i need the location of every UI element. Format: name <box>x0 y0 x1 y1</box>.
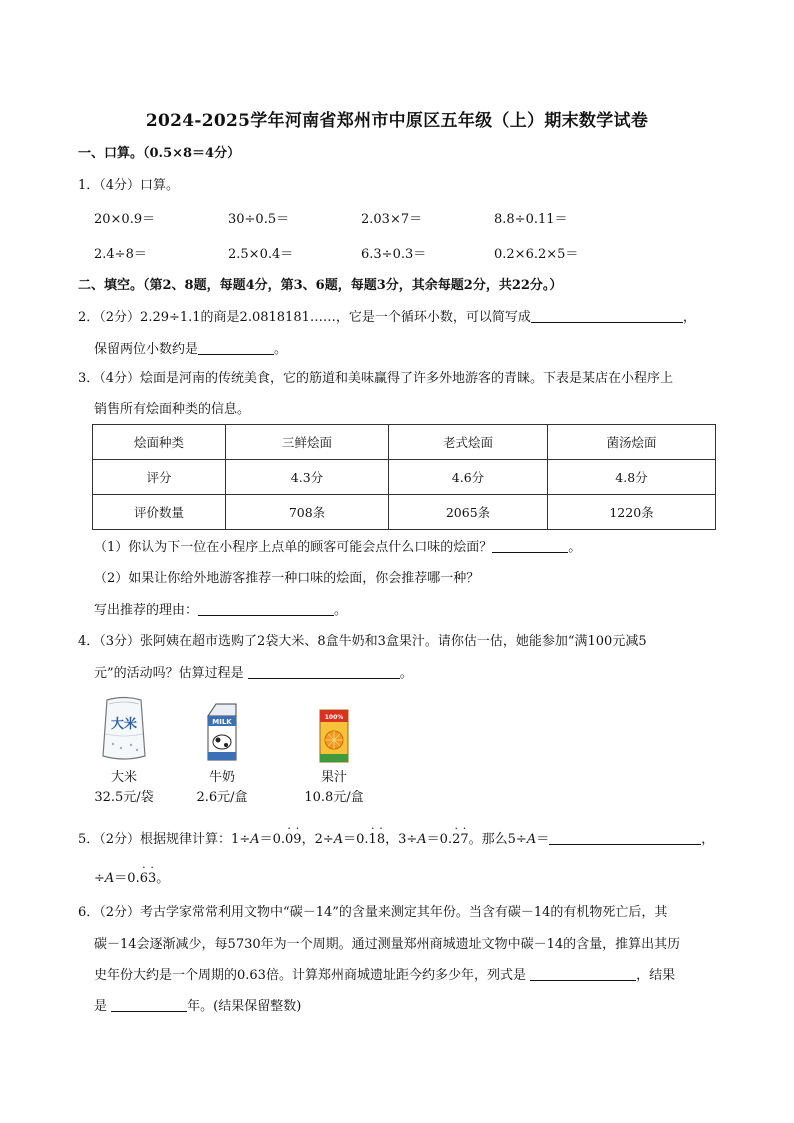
juice-box-icon <box>317 706 351 764</box>
answer-blank[interactable] <box>111 997 187 1012</box>
question-6-text: ，结果 <box>636 968 676 983</box>
variable-a: A <box>526 832 537 847</box>
question-1-label: 1．（4分）口算。 <box>78 178 180 193</box>
question-3-line-2: 销售所有烩面种类的信息。 <box>94 402 251 417</box>
repeating-digit: · 3 <box>148 869 156 889</box>
question-2-text: 保留两位小数约是 <box>94 342 199 357</box>
question-6-text: 年。(结果保留整数) <box>187 999 302 1014</box>
product-name: 牛奶 <box>208 770 235 785</box>
table-cell: 菌汤烩面 <box>548 425 716 460</box>
question-5-line-2 <box>94 869 169 889</box>
repeating-digit: · 1 <box>369 830 377 850</box>
punctuation: 。 <box>156 871 170 886</box>
question-5-text: ＝0. <box>426 832 453 847</box>
table-cell: 708条 <box>226 495 389 530</box>
question-6-text: 史年份大约是一个周期的0.63倍。计算郑州商城遗址距今约多少年，列式是 <box>94 968 526 983</box>
repeating-digit: · 7 <box>460 830 468 850</box>
question-6-line-2: 碳－14会逐渐减少，每5730年为一个周期。通过测量郑州商城遗址文物中碳－14的含量，推算出其历 <box>94 937 681 952</box>
question-4-line-1: 4．（3分）张阿姨在超市选购了2袋大米、8盒牛奶和3盒果汁。请你估一估，她能参加“满100元减5 <box>78 634 647 649</box>
calc-item: 20×0.9＝ <box>94 212 156 227</box>
answer-blank[interactable] <box>198 340 274 355</box>
question-5-line-1 <box>78 830 714 850</box>
calc-item: 2.5×0.4＝ <box>228 247 294 262</box>
variable-a: A <box>104 871 115 886</box>
punctuation: 。 <box>399 666 413 681</box>
repeating-digit: · 8 <box>377 830 385 850</box>
punctuation: ， <box>682 310 696 325</box>
product-milk <box>177 700 267 808</box>
variable-a: A <box>250 832 260 847</box>
product-name: 大米 <box>110 770 137 785</box>
answer-blank[interactable] <box>492 538 568 553</box>
repeating-digit: · 9 <box>293 830 301 850</box>
table-cell: 4.8分 <box>548 460 716 495</box>
section-2-heading: 二、填空。（第2、8题，每题4分，第3、6题，每题3分，其余每题2分，共22分。） <box>78 278 563 293</box>
svg-text:100%: 100% <box>324 714 344 721</box>
noodle-info-table <box>92 424 716 530</box>
question-3-reason <box>94 601 347 621</box>
calc-item: 6.3÷0.3＝ <box>361 247 427 262</box>
table-cell: 烩面种类 <box>93 425 226 460</box>
product-juice <box>289 706 379 808</box>
question-6-line-3 <box>94 966 675 986</box>
question-4-line-2 <box>94 664 413 684</box>
product-name: 果汁 <box>320 770 347 785</box>
punctuation: ， <box>701 832 715 847</box>
table-row <box>93 495 716 530</box>
question-3-text: （1）你认为下一位在小程序上点单的顾客可能会点什么口味的烩面？ <box>94 540 493 555</box>
question-5-text: ，2÷ <box>301 832 334 847</box>
calc-item: 8.8÷0.11＝ <box>494 212 568 227</box>
question-5-text: ＝0. <box>259 832 286 847</box>
answer-blank[interactable] <box>530 966 636 981</box>
table-cell: 评分 <box>93 460 226 495</box>
punctuation: 。 <box>334 603 348 618</box>
table-cell: 1220条 <box>548 495 716 530</box>
question-6-line-4 <box>94 997 301 1017</box>
question-3-sub-2: （2）如果让你给外地游客推荐一种口味的烩面，你会推荐哪一种？ <box>94 571 480 586</box>
question-5-text: ＝0. <box>343 832 369 847</box>
product-price: 10.8元/盒 <box>304 790 364 805</box>
table-row <box>93 460 716 495</box>
answer-blank[interactable] <box>531 308 683 323</box>
question-2-line-2 <box>94 340 287 360</box>
variable-a: A <box>417 832 427 847</box>
repeating-digit: · 6 <box>140 869 148 889</box>
table-row <box>93 425 716 460</box>
table-cell: 老式烩面 <box>389 425 548 460</box>
question-2-text: 2．（2分）2.29÷1.1的商是2.0818181……，它是一个循环小数，可以简写成 <box>78 310 531 325</box>
question-5-text: ，3÷ <box>385 832 418 847</box>
table-cell: 三鲜烩面 <box>226 425 389 460</box>
calc-item: 30÷0.5＝ <box>228 212 290 227</box>
answer-blank[interactable] <box>248 664 400 679</box>
question-5-text: 。那么5÷ <box>468 832 527 847</box>
punctuation: 。 <box>274 342 288 357</box>
answer-blank[interactable] <box>198 601 334 616</box>
repeating-digit: · 2 <box>452 830 460 850</box>
question-3-text: 写出推荐的理由： <box>94 603 199 618</box>
question-3-sub-1 <box>94 538 581 558</box>
table-cell: 4.6分 <box>389 460 548 495</box>
product-rice <box>79 694 169 808</box>
question-5-text: ＝ <box>536 832 550 847</box>
punctuation: 。 <box>568 540 582 555</box>
milk-carton-icon <box>202 700 242 764</box>
question-6-text: 是 <box>94 999 108 1014</box>
page-title: 2024-2025学年河南省郑州市中原区五年级（上）期末数学试卷 <box>145 111 649 131</box>
answer-blank[interactable] <box>549 830 701 845</box>
table-cell: 2065条 <box>389 495 548 530</box>
svg-text:大米: 大米 <box>110 717 138 732</box>
question-5-text: ÷ <box>94 871 105 886</box>
repeating-digit: · 0 <box>285 830 293 850</box>
product-price: 2.6元/盒 <box>196 790 248 805</box>
svg-text:MILK: MILK <box>212 718 232 726</box>
table-cell: 评价数量 <box>93 495 226 530</box>
question-6-line-1: 6．（2分）考古学家常常利用文物中“碳－14”的含量来测定其年份。当含有碳－14的有机物死亡后，其 <box>78 905 668 920</box>
variable-a: A <box>333 832 344 847</box>
table-cell: 4.3分 <box>226 460 389 495</box>
question-5-text: 5．（2分）根据规律计算：1÷ <box>78 832 251 847</box>
calc-item: 0.2×6.2×5＝ <box>494 247 579 262</box>
question-4-text: 元”的活动吗？估算过程是 <box>94 666 244 681</box>
rice-bag-icon <box>99 694 149 764</box>
calc-item: 2.4÷8＝ <box>94 247 147 262</box>
question-5-text: ＝0. <box>114 871 140 886</box>
question-2-line-1 <box>78 308 696 328</box>
section-1-heading: 一、口算。（0.5×8＝4分） <box>78 146 241 161</box>
product-price: 32.5元/袋 <box>94 790 154 805</box>
calc-item: 2.03×7＝ <box>361 212 423 227</box>
question-3-line-1: 3．（4分）烩面是河南的传统美食，它的筋道和美味赢得了许多外地游客的青睐。下表是某店在小程序上 <box>78 371 674 386</box>
